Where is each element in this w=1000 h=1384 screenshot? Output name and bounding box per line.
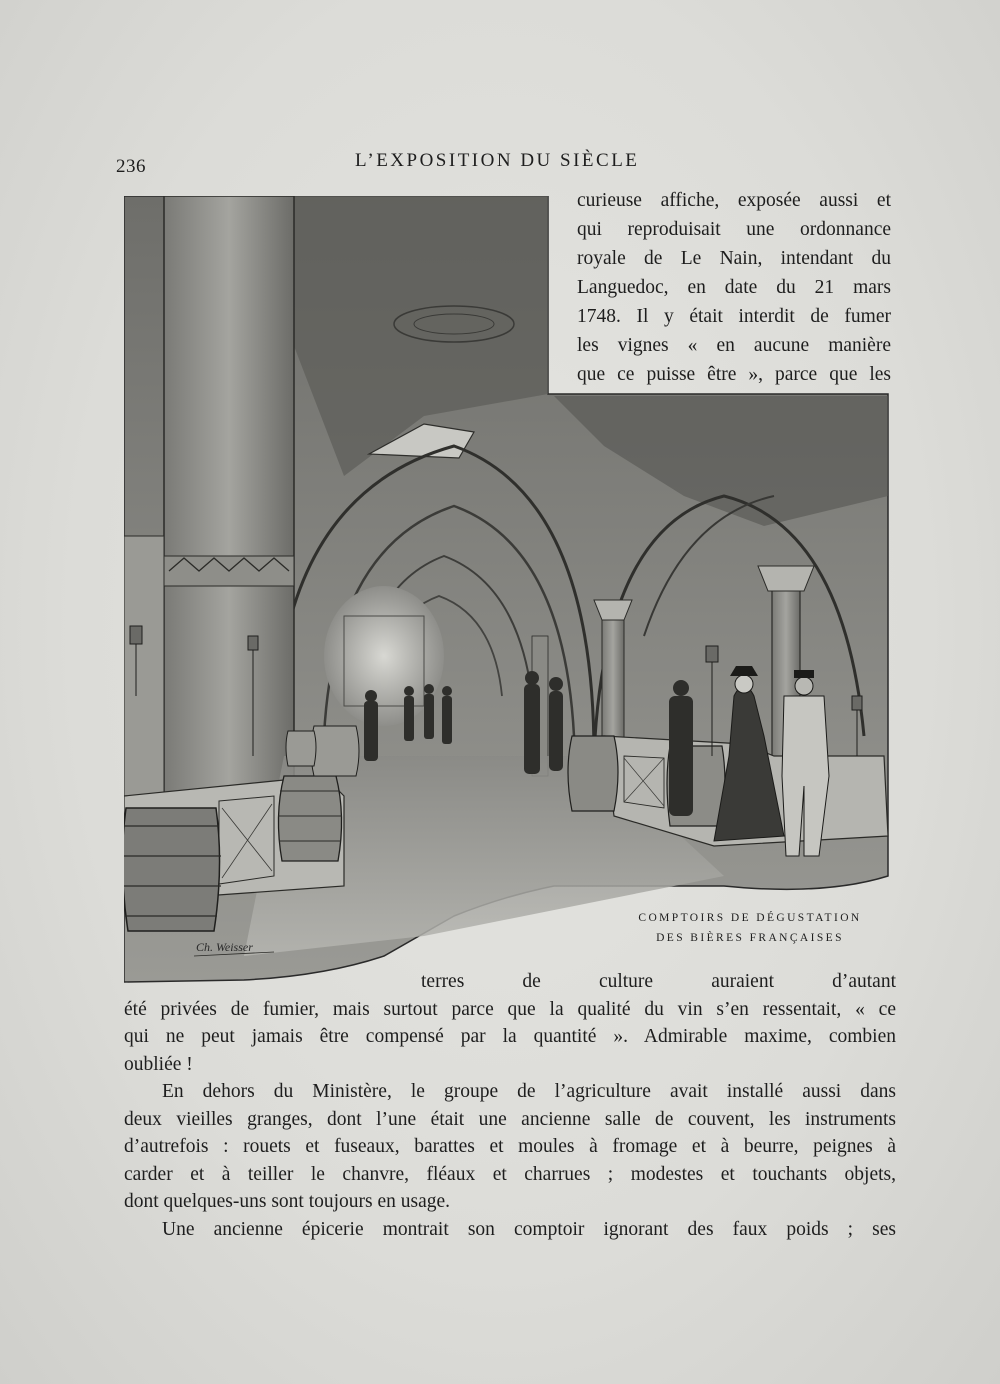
engraver-signature: Ch. Weisser: [196, 940, 253, 954]
side-line: curieuse affiche, exposée aussi et: [577, 190, 891, 211]
barrel-left-small: [278, 776, 342, 861]
body-line: qui ne peut jamais être compensé par la quantité ». Admirable maxime, combien: [124, 1026, 896, 1047]
side-line: les vignes « en aucune manière: [577, 335, 891, 356]
side-line: Languedoc, en date du 21 mars: [577, 277, 891, 298]
man-in-light-suit: [782, 670, 829, 856]
side-line: que ce puisse être », parce que les: [577, 364, 891, 385]
body-line: été privées de fumier, mais surtout parce que la qualité du vin s’en ressentait, « ce: [124, 998, 896, 1020]
side-line: royale de Le Nain, intendant du: [577, 248, 891, 269]
side-line: qui reproduisait une ordonnance: [577, 219, 891, 240]
body-line: oubliée !: [124, 1053, 193, 1075]
side-paragraph: [577, 186, 891, 389]
body-line: d’autrefois : rouets et fuseaux, barattes et moules à fromage et à beurre, peignes à: [124, 1136, 896, 1157]
running-title: L’EXPOSITION DU SIÈCLE: [355, 150, 640, 171]
body-line: terres de culture auraient d’autant: [421, 971, 896, 992]
caption-line-2: DES BIÈRES FRANÇAISES: [656, 932, 844, 944]
body-paragraphs: [124, 968, 896, 1243]
body-line: En dehors du Ministère, le groupe de l’agriculture avait installé aussi dans: [162, 1081, 896, 1102]
body-line: deux vieilles granges, dont l’une était une ancienne salle de couvent, les instruments: [124, 1108, 896, 1130]
side-line: 1748. Il y était interdit de fumer: [577, 306, 891, 327]
caption-line-1: COMPTOIRS DE DÉGUSTATION: [638, 912, 862, 924]
body-line: dont quelques-uns sont toujours en usage.: [124, 1191, 451, 1212]
barrel-left-large: [124, 808, 221, 931]
illustration-caption: [620, 908, 880, 948]
body-line: Une ancienne épicerie montrait son comptoir ignorant des faux poids ; ses: [162, 1218, 896, 1240]
body-line: carder et à teiller le chanvre, fléaux et charrues ; modestes et touchants objets,: [124, 1163, 896, 1185]
page-number: 236: [116, 156, 146, 177]
